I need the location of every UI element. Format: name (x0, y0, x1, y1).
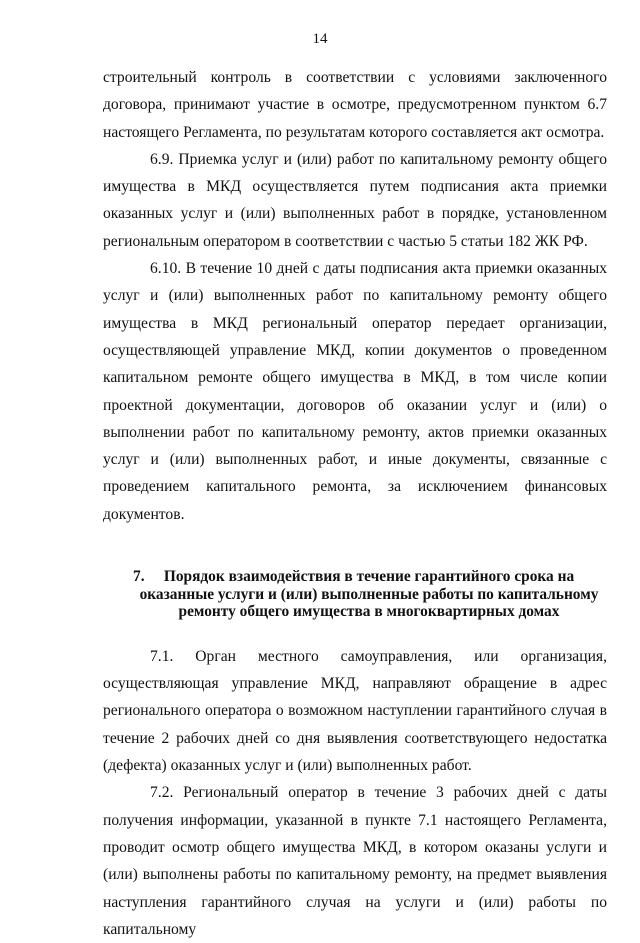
paragraph-7-1: 7.1. Орган местного самоуправления, или организация, осуществляющая управление МКД, направляют обращение в адрес регионального оператора о возможном наступлении гарантийного случая в течение 2 рабочих дней со дня выявления соответствующего недостатка (дефекта) оказанных услуг и (или) выполненных работ. (103, 647, 607, 775)
paragraph-6-10: 6.10. В течение 10 дней с даты подписания акта приемки оказанных услуг и (или) выполненных работ по капитальному ремонту общего имущества в МКД региональный оператор передает организации, осуществляющей управление МКД, копии документов о проведенном капитальном ремонте общего имущества в МКД, в том числе копии проектной документации, договоров об оказании услуг и (или) о выполнении работ по капитальному ремонту, актов приемки оказанных услуг и (или) выполненных работ, и иные документы, связанные с проведением капитального ремонта, за исключением финансовых документов. (103, 260, 607, 523)
page-number: 14 (312, 31, 328, 47)
section-7-number: 7. (133, 568, 145, 586)
paragraph-7-2: 7.2. Региональный оператор в течение 3 рабочих дней с даты получения информации, указанной в пункте 7.1 настоящего Регламента, проводит осмотр общего имущества МКД, в котором оказаны услуги и (или) выполнены работы по капитальному ремонту, на предмет выявления наступления гарантийного случая на услуги и (или) работы по капитальному (103, 784, 607, 938)
paragraph-6-9: 6.9. Приемка услуг и (или) работ по капитальному ремонту общего имущества в МКД осуществляется путем подписания акта приемки оказанных услуг и (или) выполненных работ в порядке, установленном региональным оператором в соответствии с частью 5 статьи 182 ЖК РФ. (103, 150, 607, 250)
section-7-title: Порядок взаимодействия в течение гарантийного срока на оказанные услуги и (или) выполненные работы по капитальному ремонту общего имущества в многоквартирных домах (139, 568, 599, 621)
paragraph-continuation: строительный контроль в соответствии с условиями заключенного договора, принимают участие в осмотре, предусмотренном пунктом 6.7 настоящего Регламента, по результатам которого составляется акт осмотра. (103, 69, 607, 141)
section-7-heading (103, 568, 607, 621)
document-body (103, 64, 607, 943)
